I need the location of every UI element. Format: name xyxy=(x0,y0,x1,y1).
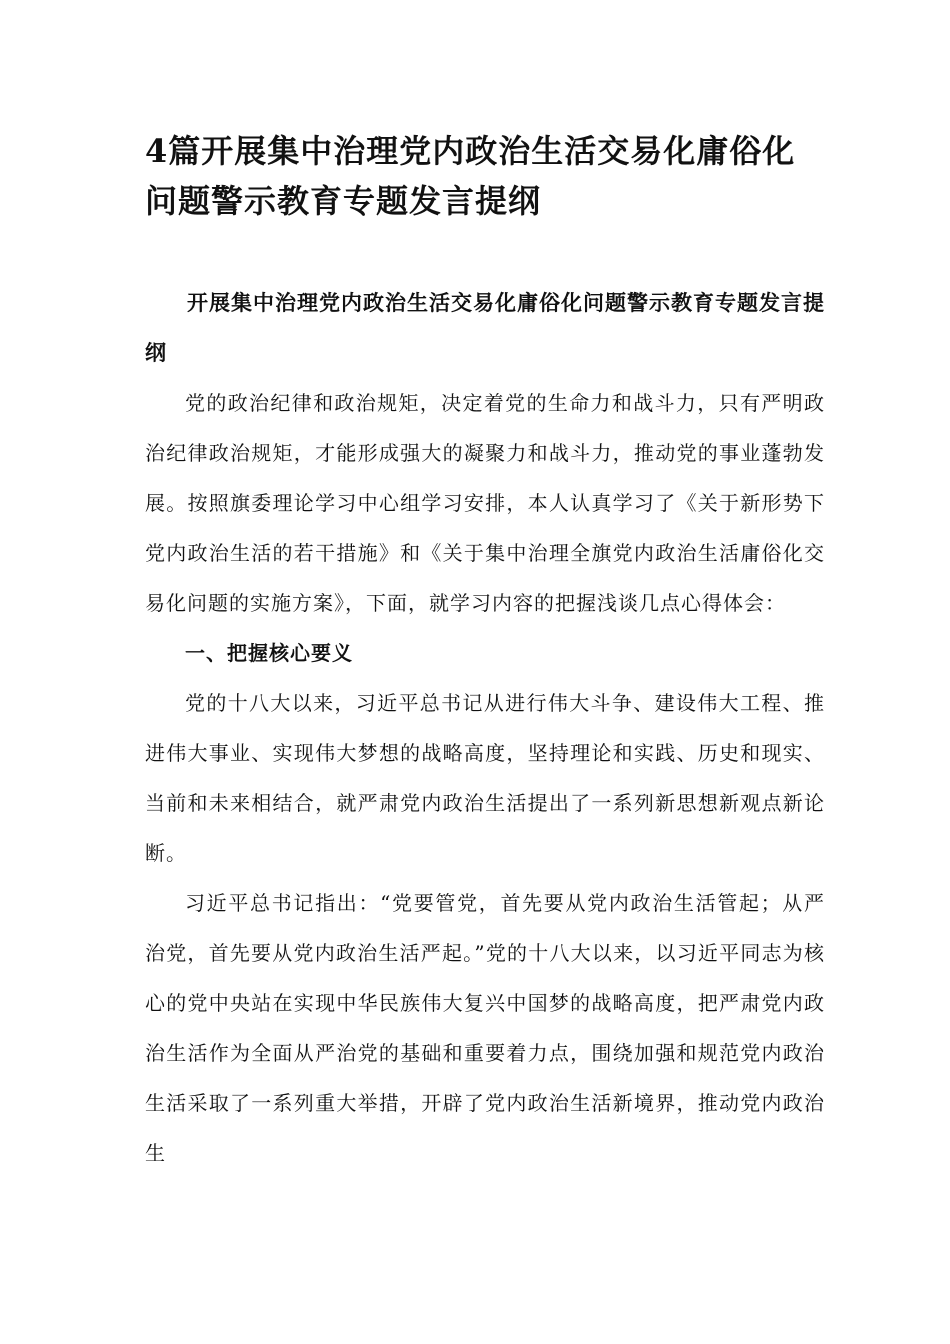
intro-paragraph: 党的政治纪律和政治规矩，决定着党的生命力和战斗力，只有严明政治纪律政治规矩，才能形成强大的凝聚力和战斗力，推动党的事业蓬勃发展。按照旗委理论学习中心组学习安排，本人认真学习了《关于新形势下党内政治生活的若干措施》和《关于集中治理全旗党内政治生活庸俗化交易化问题的实施方案》，下面，就学习内容的把握浅谈几点心得体会： xyxy=(145,391,825,615)
body-paragraph: 习近平总书记指出：“党要管党，首先要从党内政治生活管起；从严治党，首先要从党内政治生活严起。”党的十八大以来，以习近平同志为核心的党中央站在实现中华民族伟大复兴中国梦的战略高度，把严肃党内政治生活作为全面从严治党的基础和重要着力点，围绕加强和规范党内政治生活采取了一系列重大举措，开辟了党内政治生活新境界，推动党内政治生 xyxy=(145,891,825,1165)
document-title: 4篇开展集中治理党内政治生活交易化庸俗化问题警示教育专题发言提纲 xyxy=(145,132,796,220)
body-paragraph: 党的十八大以来，习近平总书记从进行伟大斗争、建设伟大工程、推进伟大事业、实现伟大梦想的战略高度，坚持理论和实践、历史和现实、当前和未来相结合，就严肃党内政治生活提出了一系列新思想新观点新论断。 xyxy=(145,691,825,865)
document-subtitle: 开展集中治理党内政治生活交易化庸俗化问题警示教育专题发言提纲 xyxy=(145,290,825,365)
document-body xyxy=(145,278,825,1178)
section-heading: 一、把握核心要义 xyxy=(185,641,353,665)
